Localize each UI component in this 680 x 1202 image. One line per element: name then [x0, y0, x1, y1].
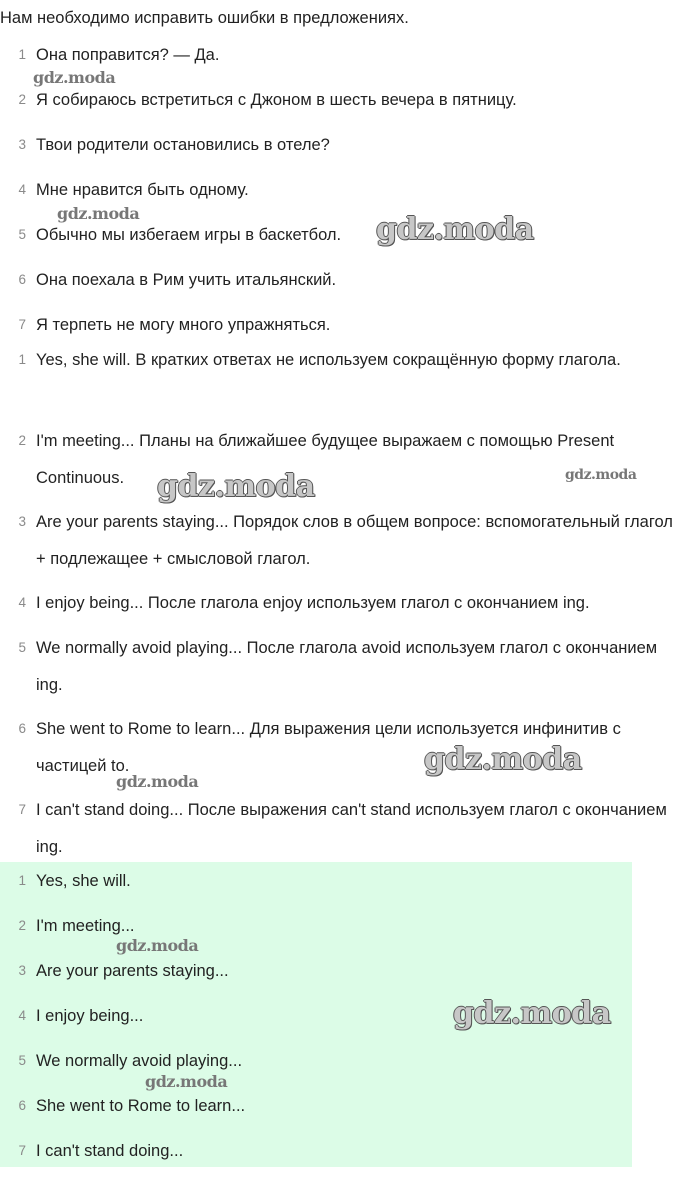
item-text: Я терпеть не могу много упражняться.: [36, 316, 331, 334]
item-number: 6: [18, 1098, 26, 1113]
watermark: gdz.moda: [33, 68, 116, 87]
item-text: She went to Rome to learn... Для выражения цели используется инфинитив с частицей to.: [36, 720, 621, 775]
item-text: I'm meeting... Планы на ближайшее будущее выражаем с помощью Present Continuous.: [36, 432, 615, 487]
watermark: gdz.moda: [116, 936, 199, 955]
item-text: Она поехала в Рим учить итальянский.: [36, 271, 337, 289]
item-text: Твои родители остановились в отеле?: [36, 136, 330, 154]
item-number: 3: [18, 137, 26, 152]
item-number: 1: [18, 352, 26, 367]
item-number: 5: [18, 640, 26, 655]
item-number: 1: [18, 873, 26, 888]
item-text: Мне нравится быть одному.: [36, 181, 249, 199]
item-number: 2: [18, 918, 26, 933]
item-text: Я собираюсь встретиться с Джоном в шесть вечера в пятницу.: [36, 91, 517, 109]
item-number: 7: [18, 1143, 26, 1158]
watermark: gdz.moda: [453, 996, 611, 1031]
item-number: 6: [18, 721, 26, 736]
watermark: gdz.moda: [565, 467, 637, 483]
item-text: I can't stand doing... После выражения can't stand используем глагол с окончанием ing.: [36, 801, 667, 856]
item-text: Are your parents staying...: [36, 962, 229, 980]
item-number: 4: [18, 595, 26, 610]
item-text: We normally avoid playing...: [36, 1052, 243, 1070]
watermark: gdz.moda: [57, 204, 140, 223]
item-text: She went to Rome to learn...: [36, 1097, 246, 1115]
item-number: 3: [18, 514, 26, 529]
item-number: 2: [18, 92, 26, 107]
item-number: 5: [18, 1053, 26, 1068]
item-text: I can't stand doing...: [36, 1142, 184, 1160]
item-text: Yes, she will.: [36, 872, 131, 890]
item-number: 6: [18, 272, 26, 287]
item-text: Yes, she will. В кратких ответах не используем сокращённую форму глагола.: [36, 351, 621, 369]
item-text: Are your parents staying... Порядок слов в общем вопросе: вспомогательный глагол + подлежащее + смысловой глагол.: [36, 513, 673, 568]
watermark: gdz.moda: [145, 1072, 228, 1091]
item-text: I'm meeting...: [36, 917, 135, 935]
item-number: 3: [18, 963, 26, 978]
item-text: We normally avoid playing... После глагола avoid используем глагол с окончанием ing.: [36, 639, 658, 694]
item-number: 1: [18, 47, 26, 62]
item-number: 4: [18, 182, 26, 197]
item-number: 7: [18, 802, 26, 817]
watermark: gdz.moda: [157, 469, 315, 504]
item-number: 7: [18, 317, 26, 332]
item-number: 2: [18, 433, 26, 448]
item-number: 4: [18, 1008, 26, 1023]
item-number: 5: [18, 227, 26, 242]
watermark: gdz.moda: [424, 742, 582, 777]
task-title: Нам необходимо исправить ошибки в предложениях.: [0, 9, 409, 27]
item-text: Обычно мы избегаем игры в баскетбол.: [36, 226, 342, 244]
item-text: Она поправится? — Да.: [36, 46, 220, 64]
item-text: I enjoy being...: [36, 1007, 144, 1025]
watermark: gdz.moda: [116, 772, 199, 791]
item-text: I enjoy being... После глагола enjoy используем глагол с окончанием ing.: [36, 594, 590, 612]
watermark: gdz.moda: [376, 212, 534, 247]
